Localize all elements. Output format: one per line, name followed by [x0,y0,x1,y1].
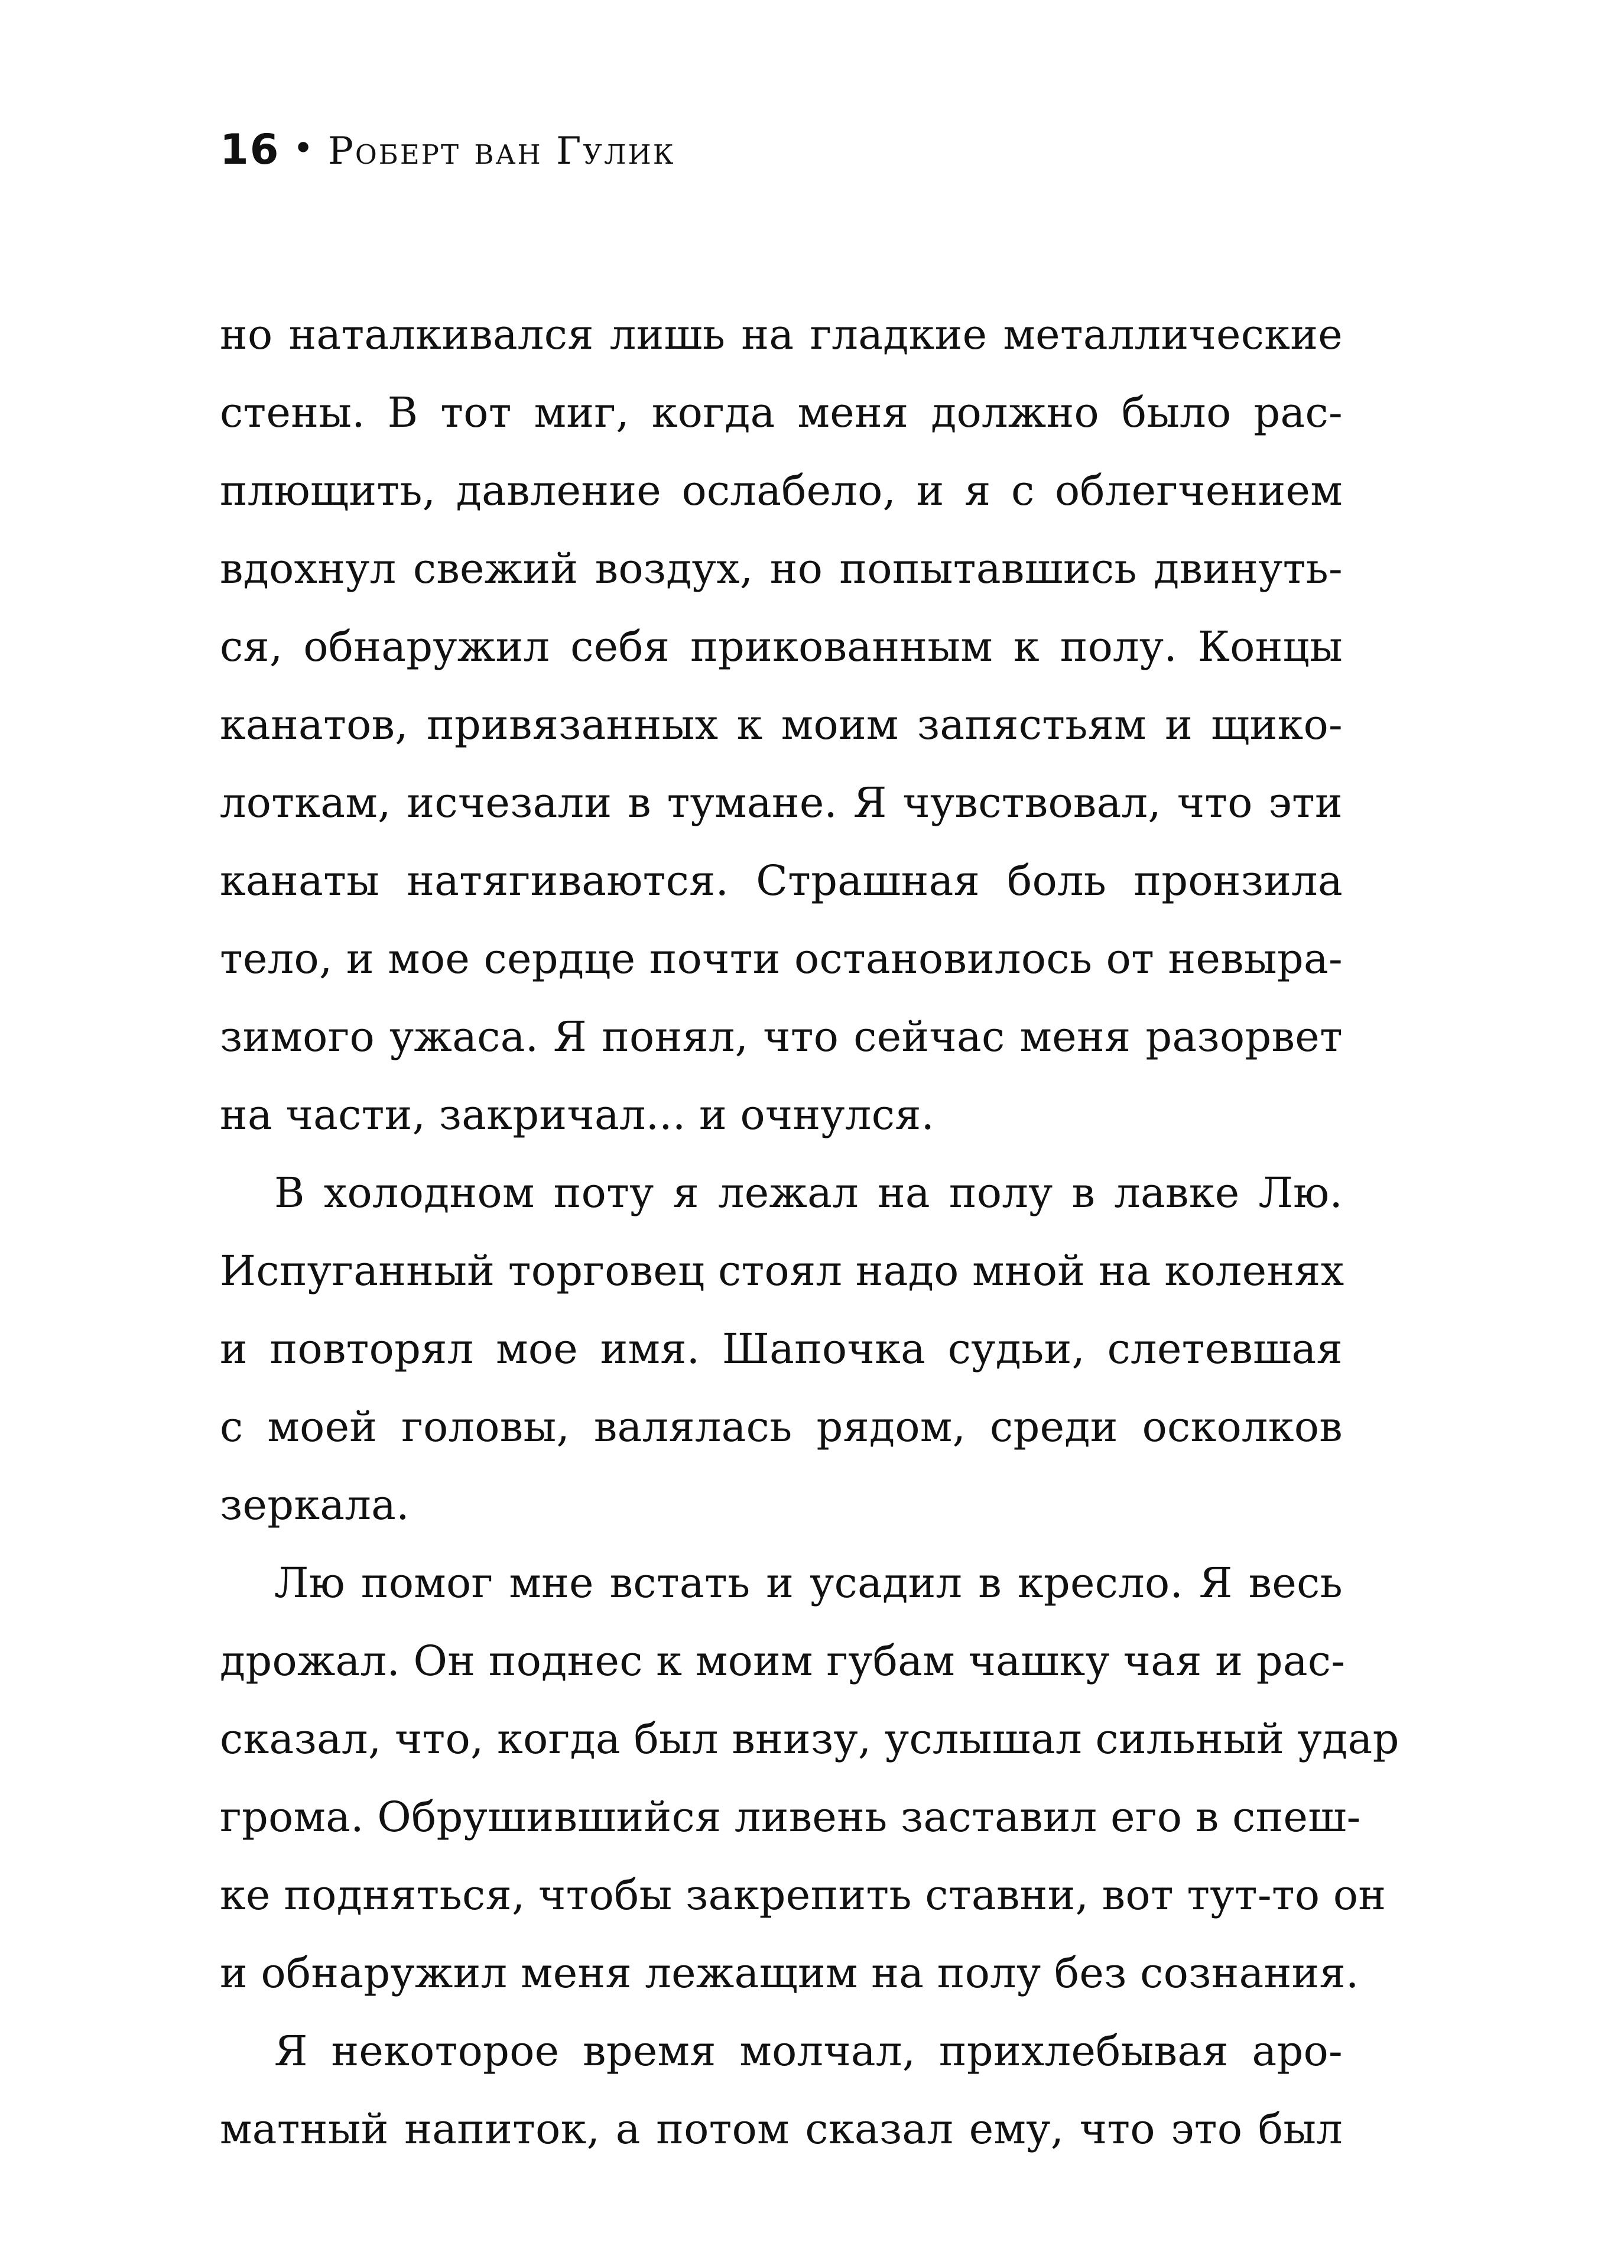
text-line: на части, закричал... и очнулся. [220,1091,935,1139]
text-line: матный напиток, а потом сказал ему, что это был [220,2105,1343,2153]
text-line: ке подняться, чтобы закрепить ставни, вот тут-то он [220,1871,1386,1919]
body-text [220,296,1399,2168]
text-line: но наталкивался лишь на гладкие металлические [220,310,1343,359]
text-line: и обнаружил меня лежащим на полу без сознания. [220,1949,1359,1997]
text-line: Испуганный торговец стоял надо мной на коленях [220,1247,1344,1295]
text-line: Я некоторое время молчал, прихлебывая аро- [274,2027,1343,2075]
running-head [220,125,675,184]
page-number: 16 [220,125,280,174]
paragraph [220,2012,1343,2168]
text-line: грома. Обрушившийся ливень заставил его в спеш- [220,1793,1361,1841]
text-line: тело, и мое сердце почти остановилось от невыра- [220,935,1343,983]
text-line: плющить, давление ослабело, и я с облегчением [220,466,1343,515]
text-line: стены. В тот миг, когда меня должно было рас- [220,388,1343,437]
paragraph [220,1154,1343,1544]
text-line: с моей головы, валялась рядом, среди осколков [220,1403,1343,1451]
paragraph [220,296,1343,1154]
text-line: зимого ужаса. Я понял, что сейчас меня разорвет [220,1013,1343,1061]
text-line: зеркала. [220,1481,410,1529]
text-line: и повторял мое имя. Шапочка судьи, слетевшая [220,1325,1343,1373]
header-separator: • [293,128,314,169]
paragraph [220,1544,1399,2012]
text-line: Лю помог мне встать и усадил в кресло. Я весь [274,1559,1343,1607]
text-line: дрожал. Он поднес к моим губам чашку чая и рас- [220,1637,1346,1685]
text-line: канаты натягиваются. Страшная боль пронзила [220,856,1343,905]
text-line: канатов, привязанных к моим запястьям и щико- [220,700,1343,749]
text-line: вдохнул свежий воздух, но попытавшись двинуть- [220,544,1343,593]
text-line: В холодном поту я лежал на полу в лавке Лю. [274,1169,1343,1217]
text-line: лоткам, исчезали в тумане. Я чувствовал, что эти [220,778,1343,827]
text-line: ся, обнаружил себя прикованным к полу. Концы [220,622,1343,671]
text-line: сказал, что, когда был внизу, услышал сильный удар [220,1715,1399,1763]
running-head-author: Роберт ван Гулик [327,129,675,173]
